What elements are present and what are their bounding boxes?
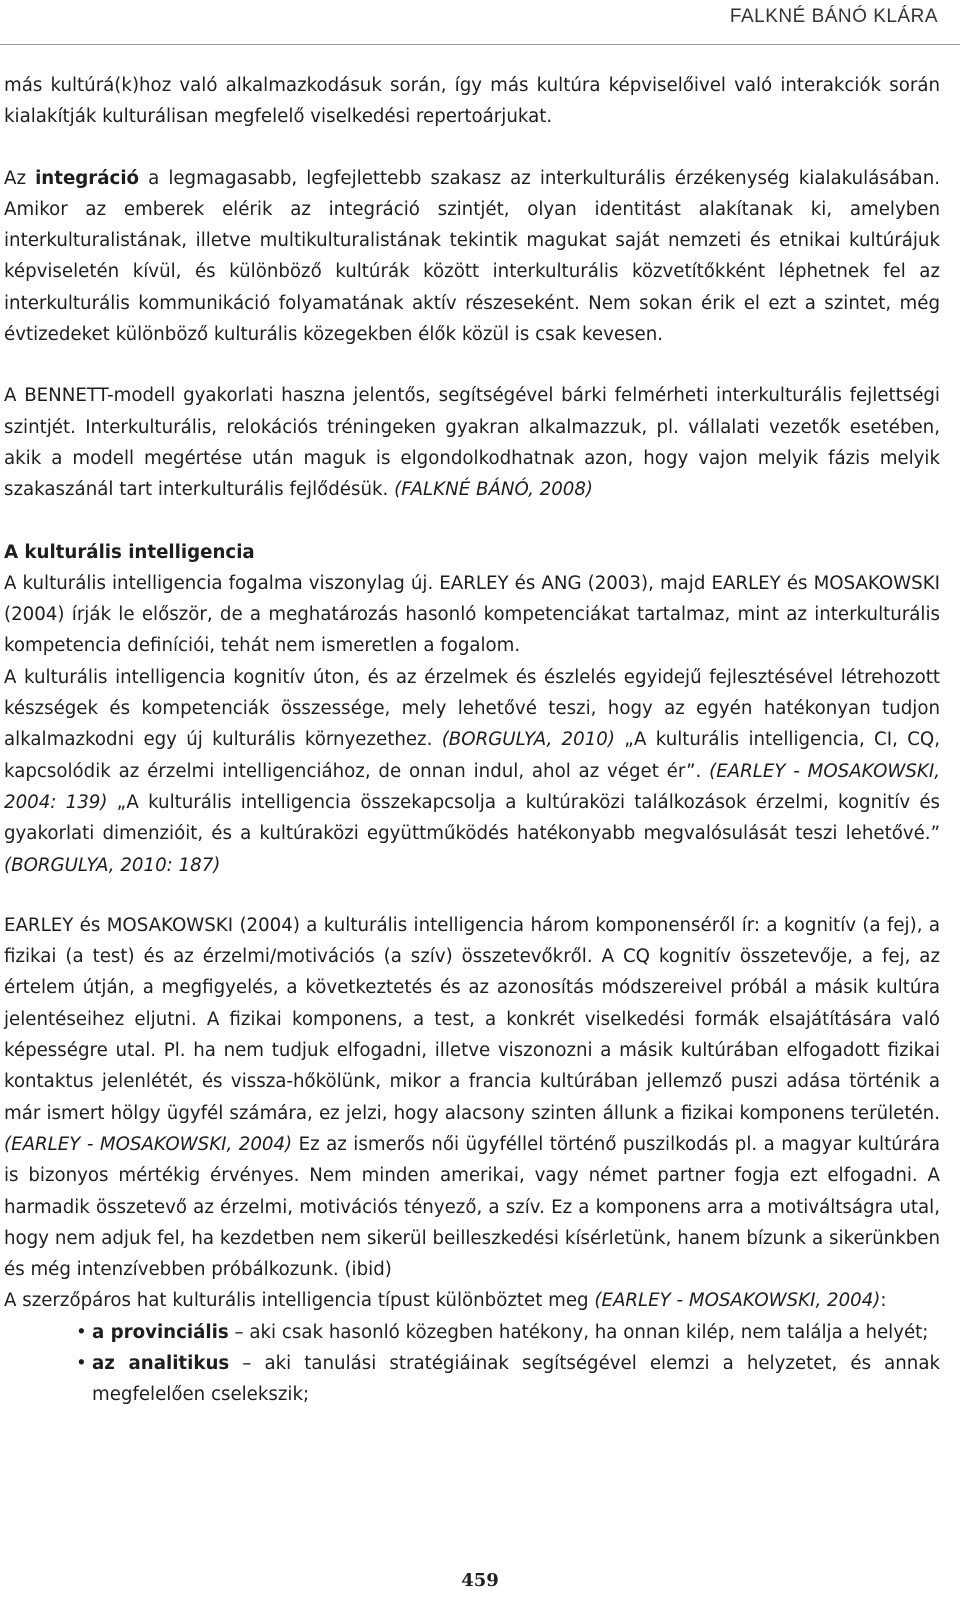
- paragraph-text: „A kulturális intelligencia, CI, CQ, kapcsolódik az érzelmi intelligenciához, de onnan indul, ahol az véget ér”.: [4, 729, 940, 782]
- paragraph-intro: [4, 70, 940, 133]
- paragraph-text: EARLEY és MOSAKOWSKI (2004) a kulturális intelligencia három komponenséről ír: a kognitív (a fej), a fizikai (a test) és az érzelmi/motivációs (a szív) összetevőkről. A CQ kognitív összetevője, a fej, az értelem útján, a megfigyelés, a következtetés és az azonosítás módszereivel próbál a másik kultúra jelentéseihez eljutni. A fizikai komponens, a test, a konkrét viselkedési formák elsajátítására való képességre utal. Pl. ha nem tudjuk elfogadni, illetve viszonozni a másik kultúrában elfogadott fizikai kontaktus jelenlétét, és vissza-hőkölünk, mikor a francia kultúrában jellemző puszi adása történik a már ismert hölgy ügyfél számára, ez jelzi, hogy alacsony szinten állunk a fizikai komponens területén.: [4, 914, 940, 1124]
- citation: (EARLEY - MOSAKOWSKI, 2004: 139): [4, 760, 941, 813]
- term-integration: integráció: [35, 167, 140, 189]
- paragraph-text: A BENNETT-modell gyakorlati haszna jelentős, segítségével bárki felmérheti interkulturális fejlettségi szintjét. Interkulturális, relokációs tréningeken gyakran alkalmazzuk, pl. vállalati vezetők esetében, akik a modell megértése után maguk is elgondolkodhatnak azon, hogy vajon melyik fázis melyik szakaszánál tart interkulturális fejlődésük.: [4, 385, 940, 501]
- page-body: [4, 70, 940, 1411]
- paragraph-cq-definition: [4, 568, 940, 881]
- paragraph-components: [4, 910, 940, 1317]
- paragraph-text: más kultúrá(k)hoz való alkalmazkodásuk során, így más kultúra képviselőivel való interakciók során kialakítják kulturálisan megfelelő viselkedési repertoárjukat.: [4, 75, 940, 128]
- citation: (FALKNÉ BÁNÓ, 2008): [394, 479, 594, 501]
- list-item: [4, 1317, 940, 1348]
- paragraph-lead: Az: [4, 167, 36, 189]
- list-desc: – aki csak hasonló közegben hatékony, ha onnan kilép, nem találja a helyét;: [228, 1321, 929, 1343]
- paragraph-integration: [4, 163, 940, 351]
- citation: (EARLEY - MOSAKOWSKI, 2004): [594, 1290, 881, 1312]
- paragraph-text: A kulturális intelligencia fogalma viszonylag új. EARLEY és ANG (2003), majd EARLEY és MOSAKOWSKI (2004) írják le először, de a meghatározás hasonló kompetenciákat tartalmaz, mint az interkulturális kompetencia definíciói, tehát nem ismeretlen a fogalom.: [4, 572, 940, 657]
- paragraph-bennett: [4, 380, 940, 505]
- list-desc: – aki tanulási stratégiáinak segítségével elemzi a helyzetet, és annak megfelelően cselekszik;: [92, 1352, 941, 1406]
- paragraph-text: A szerzőpáros hat kulturális intelligencia típust különböztet meg: [4, 1290, 595, 1312]
- page-number: 459: [461, 1570, 499, 1591]
- bullet-marker: •: [76, 1352, 87, 1374]
- paragraph-text: :: [880, 1290, 887, 1312]
- paragraph-text: „A kulturális intelligencia összekapcsolja a kultúraközi találkozások érzelmi, kognitív és gyakorlati dimenzióit, és a kultúraközi együttműködés hatékonyabb megvalósulását teszi lehetővé.”: [4, 791, 940, 845]
- section-heading: A kulturális intelligencia: [4, 541, 255, 563]
- paragraph-text: A kulturális intelligencia kognitív úton, és az érzelmek és észlelés egyidejű fejlesztésével létrehozott készségek és kompetenciák összessége, mely lehetővé teszi, hogy az egyén hatékonyan tudjon alkalmazkodni egy új kulturális környezethez.: [4, 666, 940, 751]
- list-item: [4, 1348, 940, 1411]
- running-header: FALKNÉ BÁNÓ KLÁRA: [729, 6, 938, 27]
- citation: (EARLEY - MOSAKOWSKI, 2004): [4, 1133, 293, 1155]
- list-term: a provinciális: [92, 1321, 229, 1343]
- list-term: az analitikus: [92, 1352, 230, 1374]
- citation: (BORGULYA, 2010: 187): [4, 854, 221, 876]
- bullet-marker: •: [76, 1321, 87, 1343]
- paragraph-text: a legmagasabb, legfejlettebb szakasz az interkulturális érzékenység kialakulásában. Amikor az emberek elérik az integráció szintjét, olyan identitást alakítanak ki, amelyben interkulturalistának, illetve multikulturalistának tekintik magukat saját nemzeti és etnikai kultúrájuk képviseletén kívül, és különböző kultúrák között interkulturális közvetítőkként léphetnek fel az interkulturális kommunikáció folyamatának aktív részeseként. Nem sokan érik el ezt a szintet, még évtizedeket különböző kulturális közegekben élők közül is csak kevesen.: [4, 167, 940, 346]
- header-divider: [0, 44, 960, 45]
- citation: (BORGULYA, 2010): [441, 729, 615, 751]
- paragraph-text: Ez az ismerős női ügyféllel történő puszilkodás pl. a magyar kultúrára is bizonyos mértékig érvényes. Nem minden amerikai, vagy német partner fogja ezt elfogadni. A harmadik összetevő az érzelmi, motivációs tényező, a szív. Ez a komponens arra a motiváltságra utal, hogy nem adjuk fel, ha kezdetben nem sikerül beilleszkedési kísérletünk, hanem bízunk a sikerünkben és még intenzívebben próbálkozunk. (ibid): [4, 1133, 940, 1281]
- types-list: [4, 1317, 940, 1411]
